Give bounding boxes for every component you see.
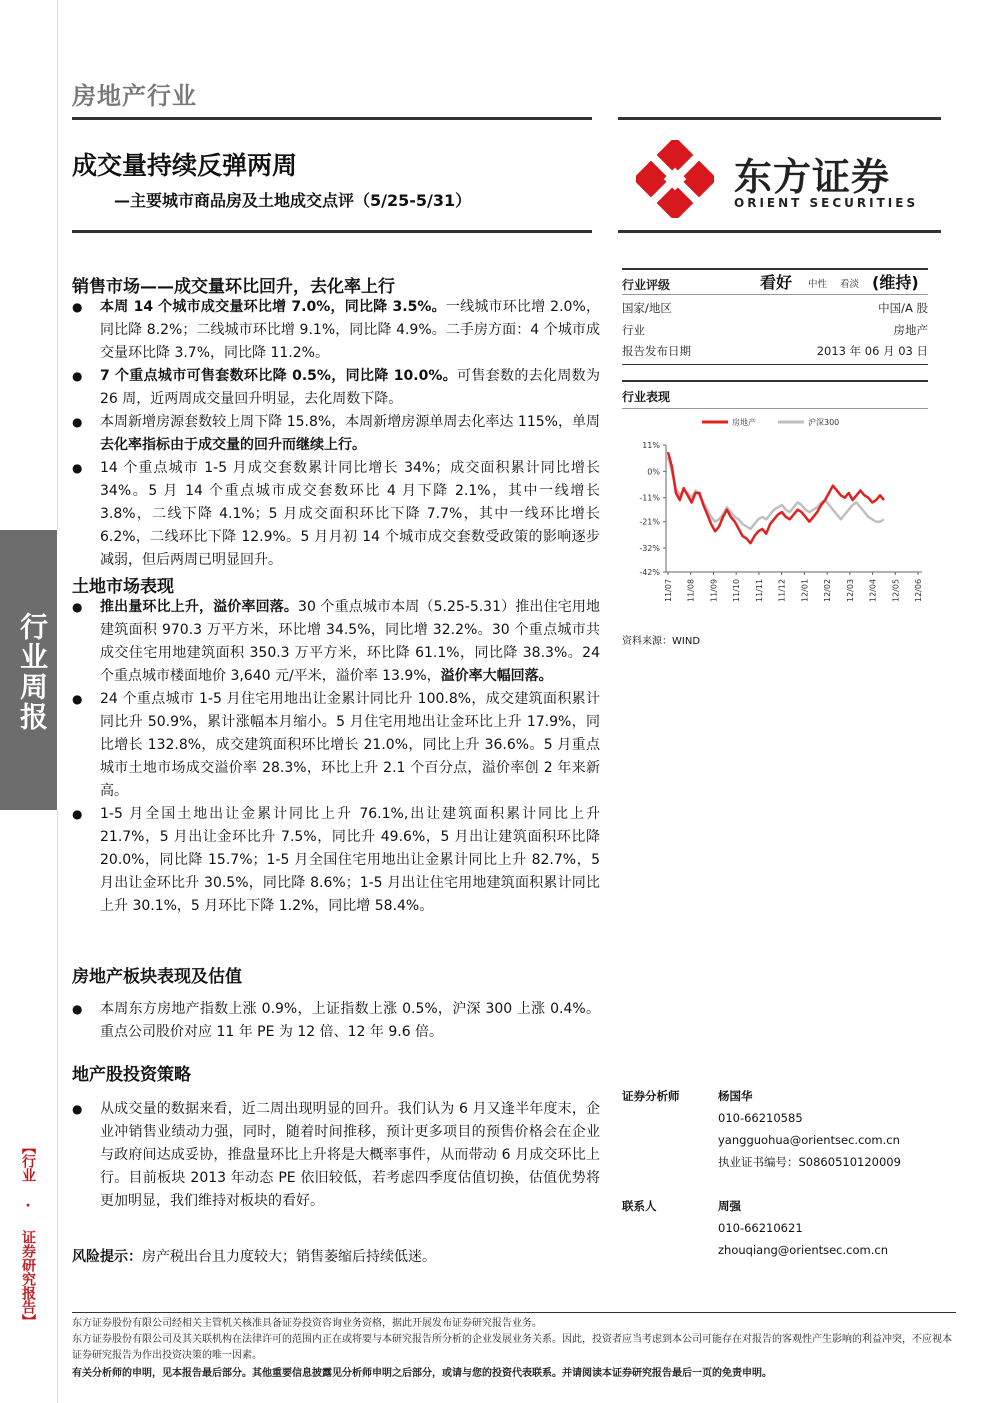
logo-mark-icon bbox=[636, 140, 714, 218]
company-logo bbox=[636, 140, 936, 218]
y-tick-label: 11% bbox=[642, 441, 660, 450]
y-tick-label: -42% bbox=[639, 568, 660, 577]
rating-option-neutral: 中性 bbox=[808, 279, 828, 290]
logo-en-text: ORIENT SECURITIES bbox=[734, 196, 919, 210]
report-type-label: 行业周报 bbox=[16, 612, 49, 732]
footer-line: 东方证券股份有限公司及其关联机构在法律许可的范围内正在或将要与本研究报告所分析的企业发展业务关系。因此，投资者应当考虑到本公司可能存在对报告的客观性产生影响的利益冲突，不应视本证券研究报告为作出投资决策的唯一因素。 bbox=[72, 1334, 952, 1361]
list-item: ● 推出量环比上升，溢价率回落。30 个重点城市本周（5.25-5.31）推出住宅用地建筑面积 970.3 万平方米，环比增 34.5%，同比增 32.2%。30 个重点城市共成交住宅用地建筑面积 350.3 万平方米，环比降 61.1%，同比降 38.3%。24 个重点城市楼面地价 3,640 元/平米，溢价率 13.9%，溢价率大幅回落。 bbox=[72, 596, 600, 688]
list-item: ● 本周东方房地产指数上涨 0.9%，上证指数上涨 0.5%，沪深 300 上涨 0.4%。重点公司股价对应 11 年 PE 为 12 倍、12 年 9.6 倍。 bbox=[72, 998, 600, 1044]
legend-label: 房地产 bbox=[732, 418, 756, 427]
risk-text: 房产税出台且力度较大；销售萎缩后持续低迷。 bbox=[142, 1249, 436, 1265]
footer-line: 东方证券股份有限公司经相关主管机关核准具备证券投资咨询业务资格，据此开展发布证券研究报告业务。 bbox=[72, 1318, 542, 1329]
rating-bottom-rule bbox=[622, 364, 928, 365]
sector-title: 房地产行业 bbox=[72, 82, 197, 110]
rating-row-key: 行业 bbox=[622, 323, 645, 337]
x-tick-label: 11/11 bbox=[754, 578, 764, 602]
rating-row-value: 中国/A 股 bbox=[878, 301, 928, 315]
strategy-bullets bbox=[72, 1098, 600, 1213]
rating-row-key: 国家/地区 bbox=[622, 301, 672, 315]
analyst-name: 杨国华 bbox=[718, 1089, 753, 1103]
footer-line: 有关分析师的申明，见本报告最后部分。其他重要信息披露见分析师申明之后部分，或请与您的投资代表联系。并请阅读本证券研究报告最后一页的免责申明。 bbox=[72, 1368, 772, 1379]
x-tick-label: 11/08 bbox=[686, 578, 696, 602]
rating-divider bbox=[622, 294, 928, 295]
y-tick-label: -32% bbox=[639, 544, 660, 554]
performance-chart bbox=[622, 410, 928, 610]
sector-bullets bbox=[72, 998, 600, 1044]
y-tick-label: -11% bbox=[639, 493, 660, 503]
x-tick-label: 12/06 bbox=[914, 578, 923, 602]
list-item: ● 从成交量的数据来看，近二周出现明显的回升。我们认为 6 月又逢半年度末，企业冲销售业绩动力强，同时，随着时间推移，预计更多项目的预售价格会在企业与政府间达成妥协，推盘量环比上升将是大概率事件，从而带动 6 月成交环比上行。目前板块 2013 年动态 PE 依旧较低，若考虑四季度估值切换，估值优势将更加明显，我们维持对板块的看好。 bbox=[72, 1098, 600, 1213]
rating-maintain: (维持) bbox=[872, 273, 919, 292]
analyst-cert: 执业证书编号：S0860510120009 bbox=[718, 1155, 901, 1169]
rating-row-value: 2013 年 06 月 03 日 bbox=[816, 344, 928, 358]
performance-title: 行业表现 bbox=[622, 390, 671, 404]
title-rule-right bbox=[618, 230, 941, 233]
y-tick-label: -21% bbox=[639, 517, 660, 527]
header-rule-right bbox=[618, 117, 941, 120]
section-heading-strategy: 地产股投资策略 bbox=[72, 1065, 191, 1085]
contact-email[interactable]: zhouqiang@orientsec.com.cn bbox=[718, 1243, 888, 1257]
sidebar-top bbox=[0, 0, 58, 530]
category-label: 【行业 · 证券研究报告】 bbox=[20, 1140, 36, 1328]
series-line bbox=[668, 452, 884, 543]
footer-disclaimer bbox=[72, 1316, 956, 1382]
performance-panel bbox=[622, 380, 928, 650]
report-subtitle: —主要城市商品房及土地成交点评（5/25-5/31） bbox=[114, 191, 472, 210]
x-tick-label: 12/05 bbox=[891, 578, 901, 602]
logo-cn-text: 东方证券 bbox=[734, 155, 891, 199]
x-tick-label: 12/04 bbox=[868, 578, 878, 602]
performance-divider bbox=[622, 408, 928, 409]
rating-value: 看好 bbox=[760, 273, 793, 292]
contact-phone: 010-66210621 bbox=[718, 1221, 803, 1235]
y-tick-label: 0% bbox=[647, 467, 660, 477]
sidebar-bottom bbox=[0, 810, 58, 1403]
x-tick-label: 11/07 bbox=[664, 578, 673, 602]
sales-bullets bbox=[72, 296, 600, 572]
list-item: ● 本周新增房源套数较上周下降 15.8%，本周新增房源单周去化率达 115%，单周去化率指标由于成交量的回升而继续上行。 bbox=[72, 411, 600, 457]
x-tick-label: 11/10 bbox=[732, 578, 742, 602]
x-tick-label: 11/12 bbox=[777, 578, 787, 602]
x-tick-label: 11/09 bbox=[709, 578, 719, 602]
list-item: ● 本周 14 个城市成交量环比增 7.0%，同比降 3.5%。一线城市环比增 2.0%，同比降 8.2%；二线城市环比增 9.1%，同比降 4.9%。二手房方面：4 个城市成交量环比降 3.7%，同比降 11.2%。 bbox=[72, 296, 600, 365]
list-item: ● 14 个重点城市 1-5 月成交套数累计同比增长 34%；成交面积累计同比增长 34%。5 月 14 个重点城市成交套数环比 4 月下降 2.1%，其中一线增长 3.8%，二线下降 4.1%；5 月成交面积环比下降 7.7%，其中一线环比增长 6.2%，二线环比下降 12.9%。5 月月初 14 个城市成交套数受政策的影响逐步减弱，但后两周已明显回升。 bbox=[72, 457, 600, 572]
sidebar-report-type bbox=[0, 530, 57, 810]
header-rule-left bbox=[72, 117, 592, 120]
performance-top-rule bbox=[622, 380, 928, 382]
list-item: ● 24 个重点城市 1-5 月住宅用地出让金累计同比升 100.8%，成交建筑面积累计同比升 50.9%，累计涨幅本月缩小。5 月住宅用地出让金环比上升 17.9%，同比增长 132.8%，成交建筑面积环比增长 21.0%，同比上升 36.6%。5 月重点城市土地市场成交溢价率 28.3%，环比上升 2.1 个百分点，溢价率创 2 年来新高。 bbox=[72, 688, 600, 803]
analyst-email[interactable]: yangguohua@orientsec.com.cn bbox=[718, 1133, 900, 1147]
analyst-phone: 010-66210585 bbox=[718, 1111, 803, 1125]
section-heading-sales: 销售市场——成交量环比回升，去化率上行 bbox=[72, 277, 395, 297]
rating-row-value: 房地产 bbox=[893, 323, 928, 337]
list-item: ● 7 个重点城市可售套数环比降 0.5%，同比降 10.0%。可售套数的去化周数为 26 周，近两周成交量回升明显，去化周数下降。 bbox=[72, 365, 600, 411]
footer-rule bbox=[72, 1312, 956, 1313]
legend-label: 沪深300 bbox=[808, 418, 840, 427]
chart-source: 资料来源：WIND bbox=[622, 636, 701, 647]
analyst-label: 证券分析师 bbox=[622, 1089, 680, 1103]
report-title: 成交量持续反弹两周 bbox=[72, 151, 298, 180]
section-heading-sector: 房地产板块表现及估值 bbox=[72, 967, 242, 987]
title-rule-left bbox=[72, 230, 592, 233]
contact-name: 周强 bbox=[718, 1199, 741, 1213]
risk-note bbox=[72, 1246, 600, 1269]
rating-option-negative: 看淡 bbox=[840, 279, 860, 290]
contact-label: 联系人 bbox=[622, 1199, 657, 1213]
section-heading-land: 土地市场表现 bbox=[72, 577, 174, 597]
rating-label: 行业评级 bbox=[622, 278, 671, 292]
x-tick-label: 12/01 bbox=[800, 578, 810, 602]
risk-label: 风险提示： bbox=[72, 1249, 142, 1265]
land-bullets bbox=[72, 596, 600, 918]
list-item: ● 1-5 月全国土地出让金累计同比上升 76.1%,出让建筑面积累计同比上升 21.7%，5 月出让金环比升 7.5%，同比升 49.6%，5 月出让建筑面积环比降 20.0%，同比降 15.7%；1-5 月全国住宅用地出让金累计同比上升 82.7%，5 月出让金环比升 30.5%，同比降 8.6%；1-5 月出让住宅用地建筑面积累计同比上升 30.1%，5 月环比下降 1.2%，同比增 58.4%。 bbox=[72, 803, 600, 918]
x-tick-label: 12/03 bbox=[845, 578, 855, 602]
x-tick-label: 12/02 bbox=[823, 578, 833, 602]
rating-row-key: 报告发布日期 bbox=[622, 344, 691, 358]
